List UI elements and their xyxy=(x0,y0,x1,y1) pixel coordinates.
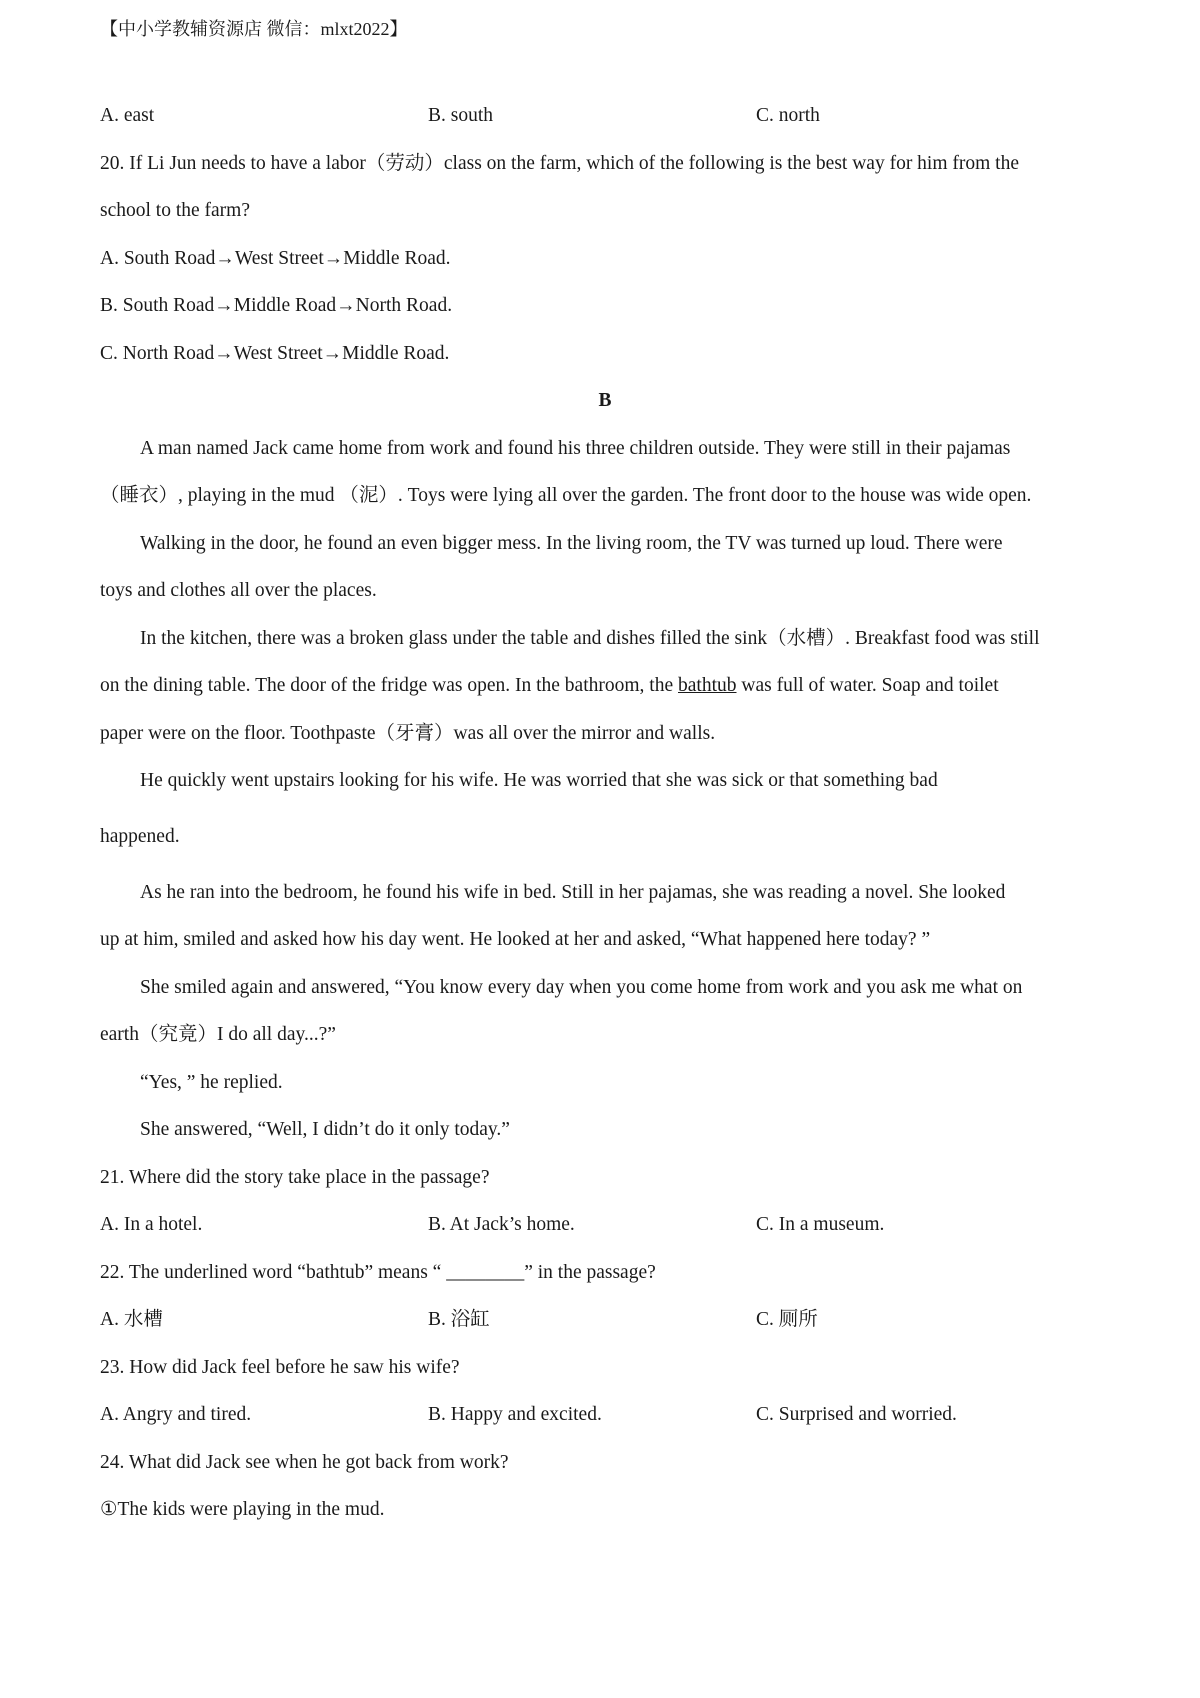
q21-stem: 21. Where did the story take place in the passage? xyxy=(100,1166,490,1188)
passage-p4-line2: happened. xyxy=(100,825,180,847)
underlined-word-bathtub: bathtub xyxy=(678,675,737,696)
passage-p5-line1: As he ran into the bedroom, he found his wife in bed. Still in her pajamas, she was reading a novel. She looked xyxy=(140,881,1006,903)
q19-options xyxy=(100,92,1110,140)
passage-heading: B xyxy=(598,390,612,411)
passage-p3-line2-after: was full of water. Soap and toilet xyxy=(736,675,999,696)
q23-option-a: A. Angry and tired. xyxy=(100,1404,252,1425)
q23-option-c: C. Surprised and worried. xyxy=(756,1404,957,1425)
q23-options xyxy=(100,1391,1110,1439)
passage-p6-line2: earth（究竟）I do all day...?” xyxy=(100,1024,336,1045)
q23-stem: 23. How did Jack feel before he saw his wife? xyxy=(100,1356,460,1378)
q19-option-a: A. east xyxy=(100,105,155,126)
passage-p2-line2: toys and clothes all over the places. xyxy=(100,580,377,601)
passage-p8: She answered, “Well, I didn’t do it only today.” xyxy=(140,1119,510,1140)
q20-stem-line1: 20. If Li Jun needs to have a labor（劳动）class on the farm, which of the following is the best way for him from the xyxy=(100,152,1019,174)
q20-option-c: C. North Road→West Street→Middle Road. xyxy=(100,342,450,364)
passage-p2-line1: Walking in the door, he found an even bigger mess. In the living room, the TV was turned up loud. There were xyxy=(140,532,1003,554)
q21-option-b: B. At Jack’s home. xyxy=(428,1214,575,1235)
q21-options xyxy=(100,1201,1110,1249)
q19-option-c: C. north xyxy=(756,105,820,126)
passage-p3-line1: In the kitchen, there was a broken glass under the table and dishes filled the sink（水槽）. Breakfast food was still xyxy=(140,627,1040,649)
q22-options xyxy=(100,1296,1110,1344)
passage-p5-line2: up at him, smiled and asked how his day went. He looked at her and asked, “What happened here today? ” xyxy=(100,929,931,950)
q21-option-a: A. In a hotel. xyxy=(100,1214,203,1235)
q20-option-a: A. South Road→West Street→Middle Road. xyxy=(100,247,451,269)
passage-p3-line2 xyxy=(100,662,1110,710)
passage-p6-line1: She smiled again and answered, “You know every day when you come home from work and you ask me what on xyxy=(140,976,1023,998)
q21-option-c: C. In a museum. xyxy=(756,1214,885,1235)
q19-option-b: B. south xyxy=(428,105,494,126)
q20-stem-line2: school to the farm? xyxy=(100,200,250,221)
q22-option-a: A. 水槽 xyxy=(100,1309,163,1330)
passage-p3-line2-before: on the dining table. The door of the fridge was open. In the bathroom, the xyxy=(100,675,678,696)
q22-stem: 22. The underlined word “bathtub” means “ ________” in the passage? xyxy=(100,1261,656,1283)
q22-option-c: C. 厕所 xyxy=(756,1309,818,1330)
page-header: 【中小学教辅资源店 微信：mlxt2022】 xyxy=(100,19,408,39)
q23-option-b: B. Happy and excited. xyxy=(428,1404,602,1425)
passage-p1-line2: （睡衣）, playing in the mud （泥）. Toys were lying all over the garden. The front door to the house was wide open. xyxy=(100,485,1032,506)
passage-p3-line3: paper were on the floor. Toothpaste（牙膏）was all over the mirror and walls. xyxy=(100,722,716,744)
passage-p1-line1: A man named Jack came home from work and found his three children outside. They were still in their pajamas xyxy=(140,437,1011,459)
q20-option-b: B. South Road→Middle Road→North Road. xyxy=(100,295,453,316)
passage-p7: “Yes, ” he replied. xyxy=(140,1071,283,1093)
document-content xyxy=(100,92,1110,1534)
q24-stem: 24. What did Jack see when he got back from work? xyxy=(100,1451,509,1473)
passage-p4-line1: He quickly went upstairs looking for his wife. He was worried that she was sick or that something bad xyxy=(140,770,938,791)
q22-option-b: B. 浴缸 xyxy=(428,1309,490,1330)
q24-item-1: ①The kids were playing in the mud. xyxy=(100,1499,385,1520)
